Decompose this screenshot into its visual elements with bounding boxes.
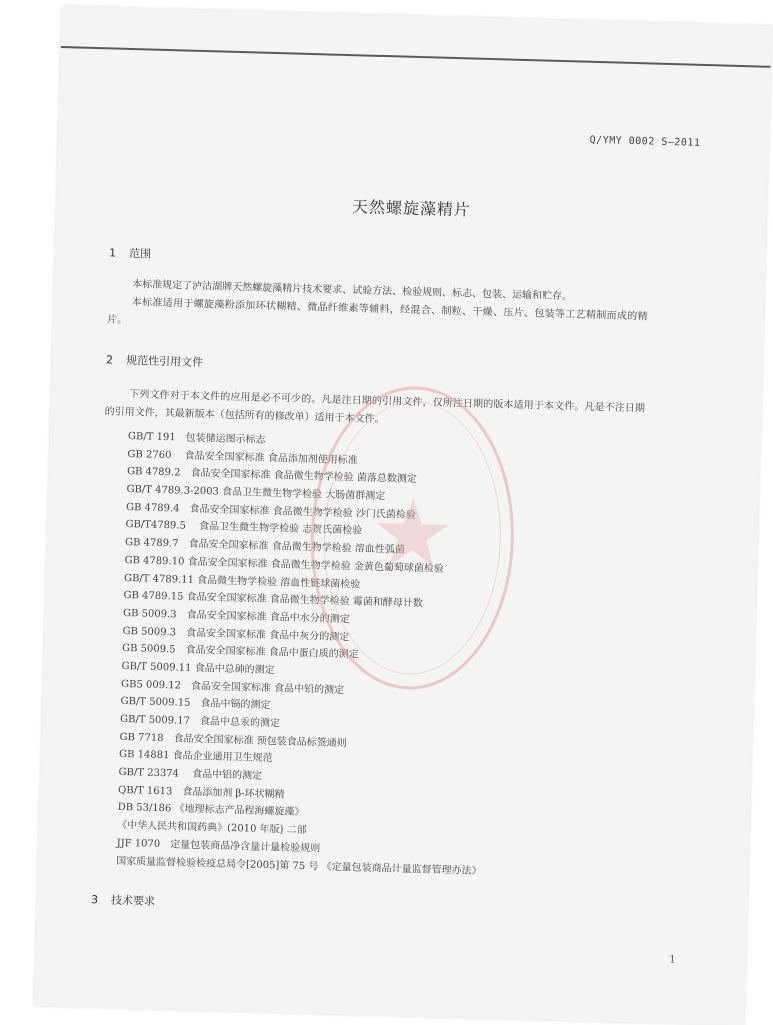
reference-item: DB 53/186 《地理标志产品程海螺旋藻》 bbox=[117, 802, 305, 819]
reference-item: GB/T 5009.17 食品中总汞的测定 bbox=[119, 713, 281, 730]
reference-item: GB 2760 食品安全国家标准 食品添加剂使用标准 bbox=[127, 448, 358, 467]
section-2-number: 2 bbox=[105, 353, 114, 367]
document-title: 天然螺旋藻精片 bbox=[351, 197, 472, 220]
reference-item: GB 7718 食品安全国家标准 预包装食品标签通则 bbox=[119, 731, 347, 749]
reference-item: GB5 009.12 食品安全国家标准 食品中铅的测定 bbox=[120, 678, 345, 696]
reference-item: JJF 1070 定量包装商品净含量计量检验规则 bbox=[116, 837, 321, 855]
reference-item: GB 5009.5 食品安全国家标准 食品中蛋白质的测定 bbox=[121, 643, 359, 661]
reference-item: GB/T 4789.11 食品微生物学检验 溶血性链球菌检验 bbox=[123, 572, 361, 591]
reference-item: GB/T 191 包装储运图示标志 bbox=[127, 431, 266, 446]
reference-item: GB/T 23374 食品中铝的测定 bbox=[118, 766, 263, 782]
reference-item: GB/T 5009.11 食品中总砷的测定 bbox=[121, 660, 275, 677]
section-1-para-1: 本标准规定了泸沽湖牌天然螺旋藻精片技术要求、试验方法、检验规则、标志、包装、运输和贮存。 bbox=[132, 279, 573, 303]
section-1-title: 范围 bbox=[128, 246, 152, 261]
reference-item: GB 5009.3 食品安全国家标准 食品中水分的测定 bbox=[122, 607, 350, 626]
section-1-para-2: 本标准适用于螺旋藻粉添加环状糊精、微晶纤维素等辅料，经混合、制粒、干燥、压片、包装等工艺精制而成的精片。 bbox=[107, 297, 648, 326]
document-page bbox=[34, 6, 772, 1025]
reference-item: GB 4789.2 食品安全国家标准 食品微生物学检验 菌落总数测定 bbox=[126, 466, 417, 486]
section-3-heading bbox=[91, 891, 155, 909]
reference-item: GB/T 4789.3-2003 食品卫生微生物学检验 大肠菌群测定 bbox=[126, 484, 386, 503]
reference-item: 国家质量监督检验检疫总局令[2005]第 75 号 《定量包装商品计量监督管理办法》 bbox=[115, 855, 482, 877]
section-3-number: 3 bbox=[90, 893, 99, 907]
reference-list bbox=[116, 428, 494, 880]
section-2-title: 规范性引用文件 bbox=[125, 353, 204, 370]
page-number: 1 bbox=[669, 954, 676, 966]
reference-item: 《中华人民共和国药典》(2010 年版) 二部 bbox=[116, 819, 307, 837]
section-3-title: 技术要求 bbox=[110, 893, 156, 908]
reference-item: GB/T 5009.15 食品中镉的测定 bbox=[120, 696, 271, 712]
reference-item: GB 4789.4 食品安全国家标准 食品微生物学检验 沙门氏菌检验 bbox=[125, 501, 416, 521]
section-2-heading bbox=[106, 351, 203, 370]
reference-item: GB 4789.7 食品安全国家标准 食品微生物学检验 溶血性弧菌 bbox=[124, 537, 405, 556]
reference-item: GB/T4789.5 食品卫生微生物学检验 志贺氏菌检验 bbox=[125, 519, 363, 538]
reference-item: QB/T 1613 食品添加剂 β-环状糊精 bbox=[117, 784, 285, 801]
section-2-intro: 下列文件对于本文件的应用是必不可少的。凡是注日期的引用文件，仅所注日期的版本适用于本文件。凡是不注日期的引用文件，其最新版本（包括所有的修改单）适用于本文件。 bbox=[104, 389, 646, 426]
reference-item: GB 5009.3 食品安全国家标准 食品中灰分的测定 bbox=[122, 625, 350, 643]
header-rule bbox=[61, 46, 771, 68]
section-1-heading bbox=[109, 244, 151, 261]
standard-code: Q/YMY 0002 S—2011 bbox=[589, 134, 701, 149]
reference-item: GB 4789.10 食品安全国家标准 食品微生物学检验 金黄色葡萄球菌检验 bbox=[124, 554, 444, 575]
section-1-number: 1 bbox=[108, 246, 117, 260]
reference-item: GB 4789.15 食品安全国家标准 食品微生物学检验 霉菌和酵母计数 bbox=[123, 590, 424, 610]
reference-item: GB 14881 食品企业通用卫生规范 bbox=[118, 749, 273, 765]
